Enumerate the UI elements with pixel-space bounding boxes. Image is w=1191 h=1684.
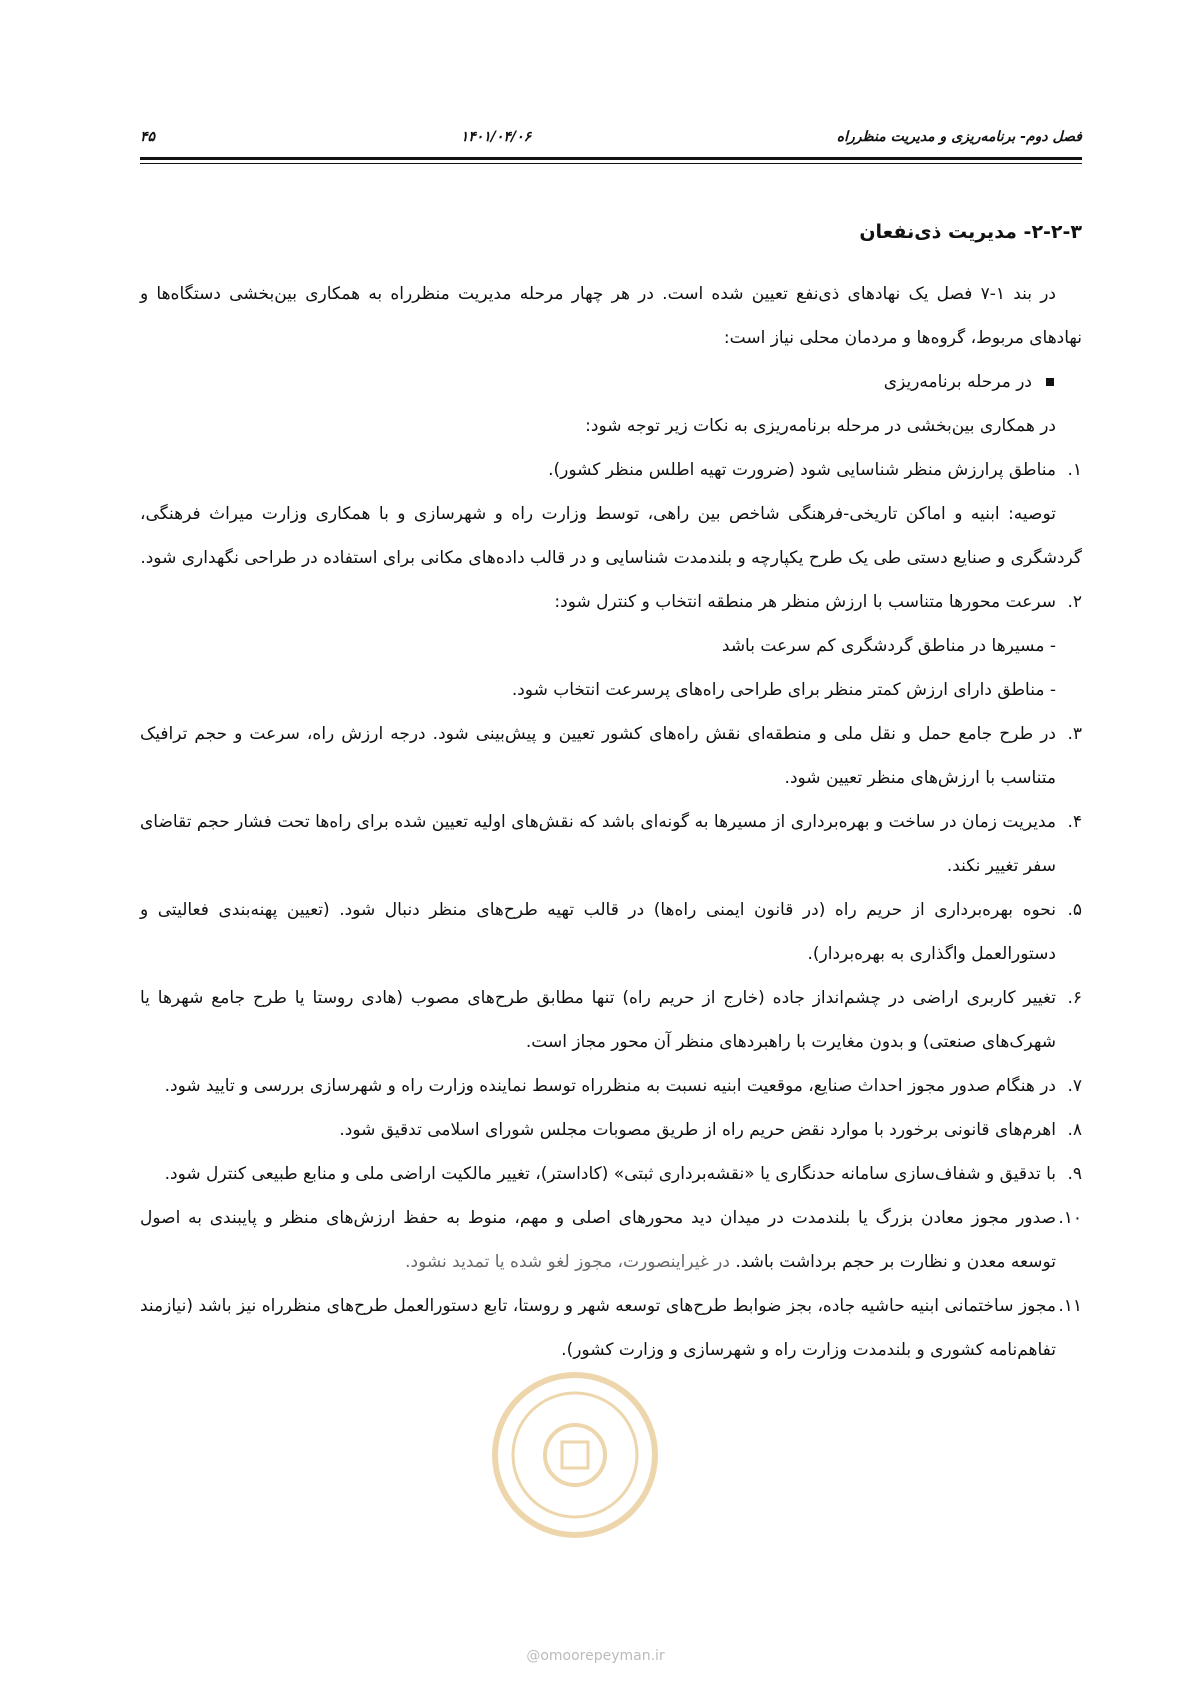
bullet-intro: در همکاری بین‌بخشی در مرحله برنامه‌ریزی به نکات زیر توجه شود:: [585, 416, 1056, 436]
item-number: ۵.: [1067, 900, 1082, 920]
item-text-tail: در غیراینصورت، مجوز لغو شده یا تمدید نشود.: [405, 1252, 736, 1272]
list-item: [140, 1108, 1082, 1152]
item-text-main: صدور مجوز معادن بزرگ یا بلندمدت در میدان دید محورهای اصلی و مهم، منوط به حفظ ارزش‌های منظر و پایبندی به اصول توسعه معدن و نظارت بر حجم برداشت باشد.: [140, 1208, 1056, 1272]
item-text: تغییر کاربری اراضی در چشم‌انداز جاده (خارج از حریم راه) تنها مطابق طرح‌های مصوب (هادی روستا یا طرح جامع شهرها یا شهرک‌های صنعتی) و بدون مغایرت با راهبردهای منظر آن محور مجاز است.: [140, 988, 1056, 1052]
item-text: [140, 1196, 1056, 1284]
stamp-seal-icon: [490, 1370, 660, 1540]
item-number: ۱.: [1067, 460, 1082, 480]
header-rule-thin: [140, 163, 1082, 164]
item-text: مجوز ساختمانی ابنیه حاشیه جاده، بجز ضوابط طرح‌های توسعه شهر و روستا، تابع دستورالعمل طرح‌های منظرراه نیز باشد (نیازمند تفاهم‌نامه کشوری و بلندمدت وزارت راه و شهرسازی و وزارت کشور).: [140, 1296, 1056, 1360]
item-text: در طرح جامع حمل و نقل ملی و منطقه‌ای نقش راه‌های کشور تعیین و پیش‌بینی شود. درجه ارزش راه، سرعت و حجم ترافیک متناسب با ارزش‌های منظر تعیین شود.: [140, 724, 1056, 788]
item-number: ۲.: [1067, 592, 1082, 612]
item-text: نحوه بهره‌برداری از حریم راه (در قانون ایمنی راه‌ها) در قالب تهیه طرح‌های منظر دنبال شود. (تعیین پهنه‌بندی فعالیتی و دستورالعمل واگذاری به بهره‌بردار).: [140, 900, 1056, 964]
item-number: ۱۰.: [1058, 1208, 1082, 1228]
sub-item: - مسیرها در مناطق گردشگری کم سرعت باشد: [721, 636, 1056, 656]
item-text: مدیریت زمان در ساخت و بهره‌برداری از مسیرها به گونه‌ای باشد که نقش‌های اولیه تعیین شده برای راه‌ها تحت فشار حجم تقاضای سفر تغییر نکند.: [140, 812, 1056, 876]
item-number: ۴.: [1067, 812, 1082, 832]
intro-paragraph: در بند ۱-۷ فصل یک نهادهای ذی‌نفع تعیین شده است. در هر چهار مرحله مدیریت منظرراه به همکاری بین‌بخشی دستگاه‌ها و نهادهای مربوط، گروه‌ها و مردمان محلی نیاز است:: [140, 284, 1082, 348]
page-number: ۴۵: [140, 129, 156, 145]
item-text: اهرم‌های قانونی برخورد با موارد نقض حریم راه از طریق مصوبات مجلس شورای اسلامی تدقیق شود.: [339, 1120, 1056, 1140]
list-item: [140, 580, 1082, 624]
header-rule-thick: [140, 157, 1082, 160]
list-item: [140, 1152, 1082, 1196]
bullet-item: [140, 360, 1082, 404]
list-item: [140, 712, 1082, 800]
page-header: [140, 124, 1082, 150]
item-number: ۹.: [1067, 1164, 1082, 1184]
list-item: [140, 1064, 1082, 1108]
recommendation-paragraph: توصیه: ابنیه و اماکن تاریخی-فرهنگی شاخص بین راهی، توسط وزارت راه و شهرسازی و با همکاری وزارت میراث فرهنگی، گردشگری و صنایع دستی طی یک طرح یکپارچه و بلندمدت شناسایی و در قالب داده‌های مکانی برای استفاده در طراحی نگهداری شود.: [140, 504, 1082, 568]
square-bullet-icon: [1046, 378, 1054, 386]
sub-item: - مناطق دارای ارزش کمتر منظر برای طراحی راه‌های پرسرعت انتخاب شود.: [511, 680, 1056, 700]
item-number: ۸.: [1067, 1120, 1082, 1140]
list-item: [140, 1196, 1082, 1284]
section-title: ۲-۲-۳- مدیریت ذی‌نفعان: [859, 221, 1082, 243]
header-date: ۱۴۰۱/۰۴/۰۶: [460, 129, 532, 145]
item-number: ۱۱.: [1058, 1296, 1082, 1316]
list-item: [140, 448, 1082, 492]
document-body: [140, 210, 1082, 1372]
footer-watermark: @omoorepeyman.ir: [526, 1648, 665, 1664]
item-text: سرعت محورها متناسب با ارزش منظر هر منطقه انتخاب و کنترل شود:: [554, 592, 1056, 612]
item-text: با تدقیق و شفاف‌سازی سامانه حدنگاری یا «نقشه‌برداری ثبتی» (کاداستر)، تغییر مالکیت اراضی ملی و منابع طبیعی کنترل شود.: [164, 1164, 1056, 1184]
chapter-title: فصل دوم- برنامه‌ریزی و مدیریت منظرراه: [836, 129, 1082, 145]
list-item: [140, 888, 1082, 976]
bullet-text: در مرحله برنامه‌ریزی: [883, 372, 1032, 392]
list-item: [140, 1284, 1082, 1372]
list-item: [140, 800, 1082, 888]
item-number: ۷.: [1067, 1076, 1082, 1096]
item-text: مناطق پرارزش منظر شناسایی شود (ضرورت تهیه اطلس منظر کشور).: [548, 460, 1056, 480]
item-number: ۶.: [1067, 988, 1082, 1008]
item-text: در هنگام صدور مجوز احداث صنایع، موقعیت ابنیه نسبت به منظرراه توسط نماینده وزارت راه و شهرسازی بررسی و تایید شود.: [164, 1076, 1056, 1096]
list-item: [140, 976, 1082, 1064]
item-number: ۳.: [1067, 724, 1082, 744]
